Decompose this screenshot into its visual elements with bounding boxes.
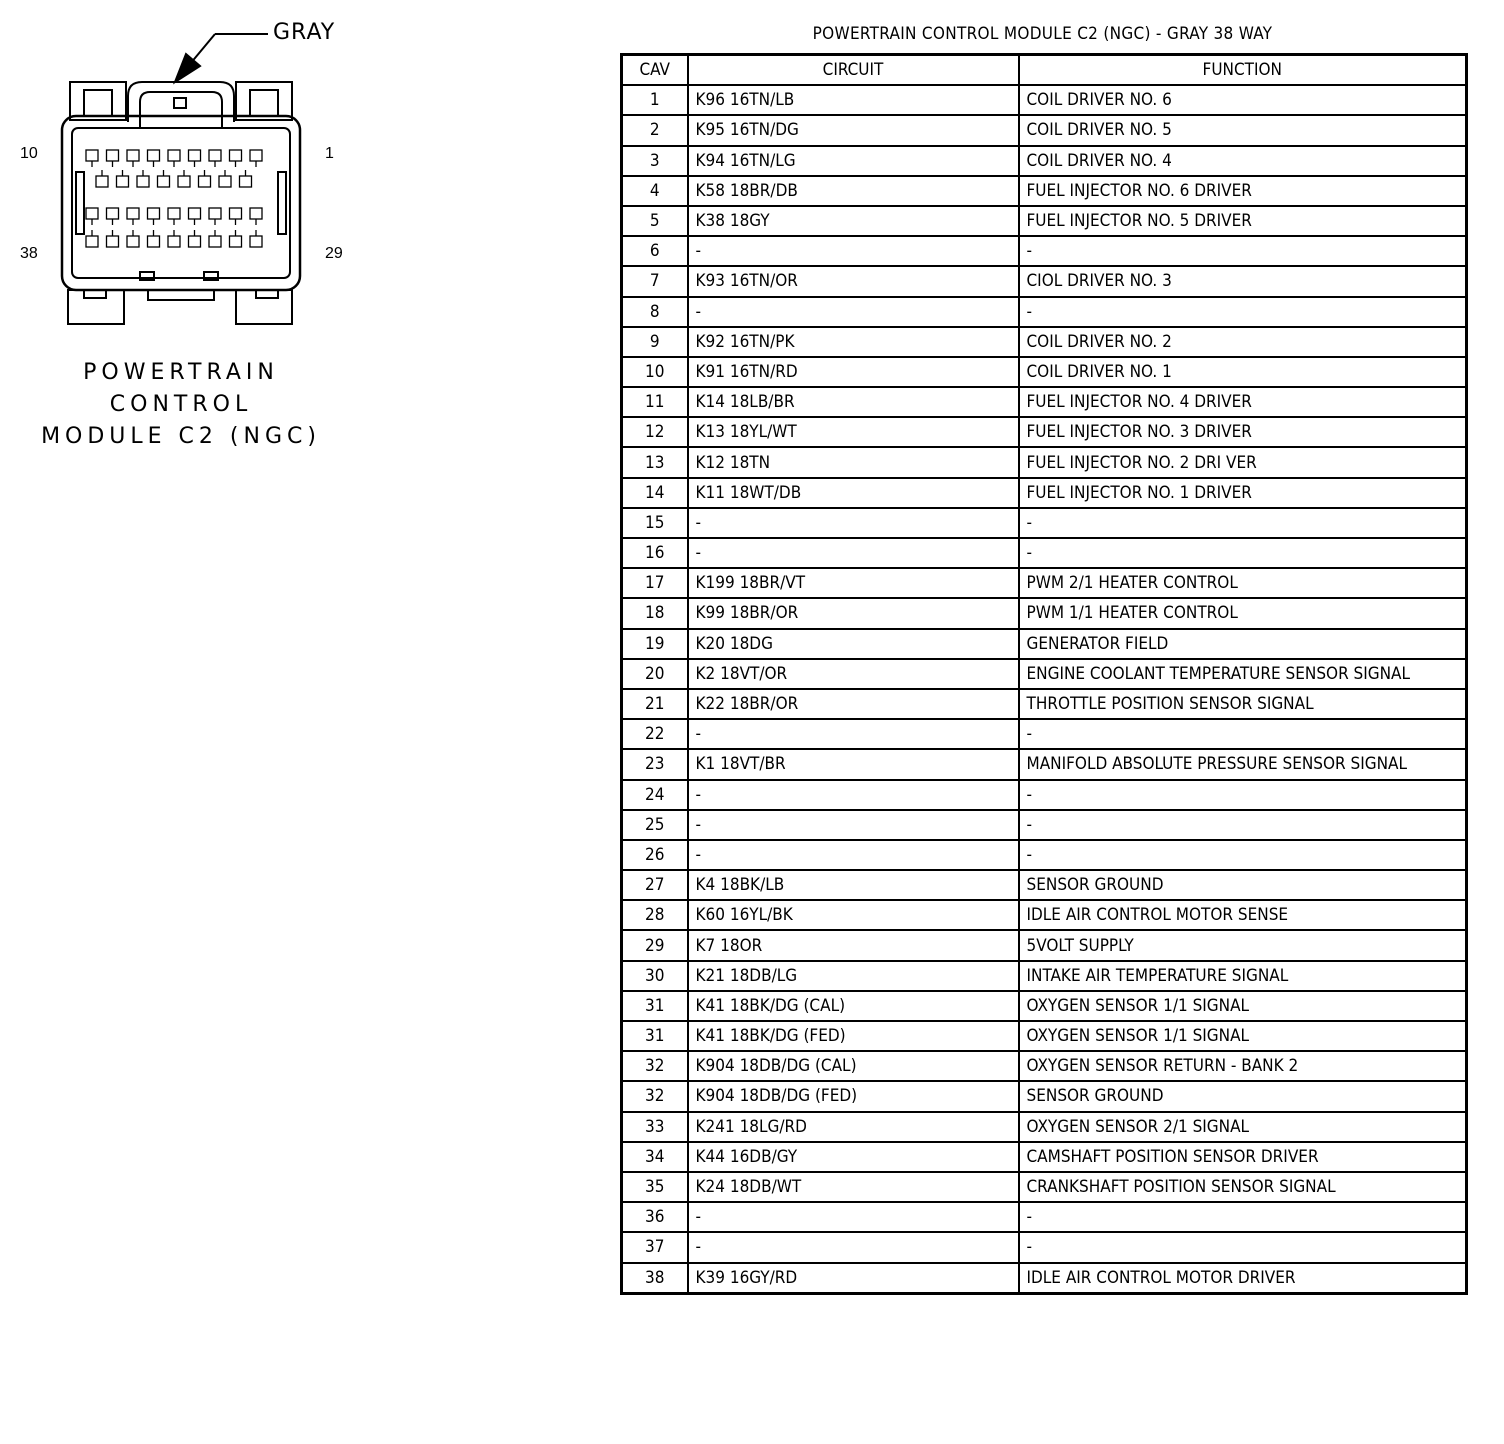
- connector-name-line-1: POWERTRAIN: [83, 360, 279, 385]
- circuit-cell: K92 16TN/PK: [688, 327, 1019, 357]
- cav-cell: 18: [622, 598, 688, 628]
- circuit-cell: K11 18WT/DB: [688, 478, 1019, 508]
- bottom-right-latch: [236, 290, 292, 324]
- function-cell: -: [1019, 1202, 1467, 1232]
- function-cell: IDLE AIR CONTROL MOTOR DRIVER: [1019, 1263, 1467, 1294]
- top-left-latch: [70, 82, 126, 120]
- cav-cell: 6: [622, 236, 688, 266]
- cav-cell: 3: [622, 146, 688, 176]
- circuit-cell: K41 18BK/DG (FED): [688, 1021, 1019, 1051]
- table-row: [622, 568, 1467, 598]
- table-row: [622, 146, 1467, 176]
- circuit-cell: K95 16TN/DG: [688, 115, 1019, 145]
- cav-cell: 24: [622, 780, 688, 810]
- table-row: [622, 1081, 1467, 1111]
- circuit-cell: K58 18BR/DB: [688, 176, 1019, 206]
- table-row: [622, 840, 1467, 870]
- circuit-cell: K22 18BR/OR: [688, 689, 1019, 719]
- table-row: [622, 357, 1467, 387]
- header-cav: CAV: [622, 55, 688, 86]
- cav-cell: 37: [622, 1232, 688, 1262]
- table-row: [622, 900, 1467, 930]
- pin-cavity: [250, 150, 262, 161]
- cav-cell: 32: [622, 1081, 688, 1111]
- connector-name-line-3: MODULE C2 (NGC): [41, 424, 321, 449]
- function-cell: THROTTLE POSITION SENSOR SIGNAL: [1019, 689, 1467, 719]
- table-row: [622, 115, 1467, 145]
- pin-cavity: [199, 176, 211, 187]
- pin-cavity: [158, 176, 170, 187]
- function-cell: OXYGEN SENSOR 1/1 SIGNAL: [1019, 1021, 1467, 1051]
- cav-cell: 26: [622, 840, 688, 870]
- function-cell: FUEL INJECTOR NO. 6 DRIVER: [1019, 176, 1467, 206]
- table-row: [622, 1172, 1467, 1202]
- circuit-cell: K38 18GY: [688, 206, 1019, 236]
- function-cell: COIL DRIVER NO. 4: [1019, 146, 1467, 176]
- cav-cell: 38: [622, 1263, 688, 1294]
- pin-label-38: 38: [20, 245, 38, 262]
- cav-cell: 34: [622, 1142, 688, 1172]
- circuit-cell: K1 18VT/BR: [688, 749, 1019, 779]
- pin-cavity: [127, 208, 139, 219]
- cav-cell: 8: [622, 297, 688, 327]
- pin-cavity: [209, 208, 221, 219]
- connector-body: [62, 116, 300, 290]
- cav-cell: 2: [622, 115, 688, 145]
- table-row: [622, 1142, 1467, 1172]
- function-cell: -: [1019, 508, 1467, 538]
- table-row: [622, 387, 1467, 417]
- cav-cell: 12: [622, 417, 688, 447]
- circuit-cell: K2 18VT/OR: [688, 659, 1019, 689]
- function-cell: OXYGEN SENSOR RETURN - BANK 2: [1019, 1051, 1467, 1081]
- table-row: [622, 236, 1467, 266]
- table-row: [622, 447, 1467, 477]
- function-cell: CRANKSHAFT POSITION SENSOR SIGNAL: [1019, 1172, 1467, 1202]
- pin-cavity: [117, 176, 129, 187]
- function-cell: -: [1019, 719, 1467, 749]
- table-row: [622, 659, 1467, 689]
- cav-cell: 25: [622, 810, 688, 840]
- circuit-cell: -: [688, 236, 1019, 266]
- table-row: [622, 961, 1467, 991]
- pin-cavity: [127, 236, 139, 247]
- circuit-cell: -: [688, 508, 1019, 538]
- cav-cell: 35: [622, 1172, 688, 1202]
- cav-cell: 28: [622, 900, 688, 930]
- table-row: [622, 870, 1467, 900]
- cav-cell: 29: [622, 930, 688, 960]
- circuit-cell: K904 18DB/DG (FED): [688, 1081, 1019, 1111]
- function-cell: -: [1019, 1232, 1467, 1262]
- circuit-cell: -: [688, 1202, 1019, 1232]
- function-cell: OXYGEN SENSOR 2/1 SIGNAL: [1019, 1112, 1467, 1142]
- connector-name-line-2: CONTROL: [109, 392, 253, 417]
- function-cell: SENSOR GROUND: [1019, 1081, 1467, 1111]
- cav-cell: 16: [622, 538, 688, 568]
- cav-cell: 5: [622, 206, 688, 236]
- function-cell: COIL DRIVER NO. 2: [1019, 327, 1467, 357]
- function-cell: FUEL INJECTOR NO. 5 DRIVER: [1019, 206, 1467, 236]
- table-row: [622, 1202, 1467, 1232]
- table-row: [622, 991, 1467, 1021]
- circuit-cell: K39 16GY/RD: [688, 1263, 1019, 1294]
- pinout-table: [620, 53, 1468, 1295]
- pin-cavity: [107, 236, 119, 247]
- cav-cell: 31: [622, 1021, 688, 1051]
- table-row: [622, 327, 1467, 357]
- cav-cell: 13: [622, 447, 688, 477]
- cav-cell: 33: [622, 1112, 688, 1142]
- table-row: [622, 1232, 1467, 1262]
- cav-cell: 17: [622, 568, 688, 598]
- pin-cavity: [209, 150, 221, 161]
- circuit-cell: -: [688, 840, 1019, 870]
- function-cell: -: [1019, 297, 1467, 327]
- table-row: [622, 176, 1467, 206]
- cav-cell: 27: [622, 870, 688, 900]
- circuit-cell: K94 16TN/LG: [688, 146, 1019, 176]
- function-cell: CIOL DRIVER NO. 3: [1019, 266, 1467, 296]
- pin-cavity: [168, 236, 180, 247]
- function-cell: SENSOR GROUND: [1019, 870, 1467, 900]
- circuit-cell: K20 18DG: [688, 629, 1019, 659]
- function-cell: 5VOLT SUPPLY: [1019, 930, 1467, 960]
- function-cell: COIL DRIVER NO. 6: [1019, 85, 1467, 115]
- pin-cavity: [86, 236, 98, 247]
- cav-cell: 9: [622, 327, 688, 357]
- circuit-cell: K904 18DB/DG (CAL): [688, 1051, 1019, 1081]
- table-title: POWERTRAIN CONTROL MODULE C2 (NGC) - GRAY 38 WAY: [812, 24, 1273, 44]
- circuit-cell: K99 18BR/OR: [688, 598, 1019, 628]
- function-cell: FUEL INJECTOR NO. 1 DRIVER: [1019, 478, 1467, 508]
- circuit-cell: -: [688, 810, 1019, 840]
- function-cell: -: [1019, 538, 1467, 568]
- table-row: [622, 810, 1467, 840]
- cav-cell: 21: [622, 689, 688, 719]
- circuit-cell: -: [688, 297, 1019, 327]
- cav-cell: 20: [622, 659, 688, 689]
- function-cell: INTAKE AIR TEMPERATURE SIGNAL: [1019, 961, 1467, 991]
- table-row: [622, 1021, 1467, 1051]
- pin-grid: [86, 150, 262, 247]
- pin-cavity: [230, 208, 242, 219]
- pin-cavity: [127, 150, 139, 161]
- function-cell: IDLE AIR CONTROL MOTOR SENSE: [1019, 900, 1467, 930]
- function-cell: -: [1019, 236, 1467, 266]
- function-cell: -: [1019, 840, 1467, 870]
- pin-cavity: [137, 176, 149, 187]
- circuit-cell: K14 18LB/BR: [688, 387, 1019, 417]
- table-row: [622, 478, 1467, 508]
- pin-cavity: [148, 150, 160, 161]
- circuit-cell: K13 18YL/WT: [688, 417, 1019, 447]
- pin-cavity: [219, 176, 231, 187]
- table-row: [622, 417, 1467, 447]
- table-row: [622, 719, 1467, 749]
- cav-cell: 30: [622, 961, 688, 991]
- pin-cavity: [178, 176, 190, 187]
- circuit-cell: K93 16TN/OR: [688, 266, 1019, 296]
- cav-cell: 36: [622, 1202, 688, 1232]
- function-cell: PWM 1/1 HEATER CONTROL: [1019, 598, 1467, 628]
- pointer-arrow-icon: [175, 54, 200, 82]
- circuit-cell: K12 18TN: [688, 447, 1019, 477]
- pin-cavity: [230, 150, 242, 161]
- table-row: [622, 508, 1467, 538]
- cav-cell: 14: [622, 478, 688, 508]
- table-header-row: [622, 55, 1467, 86]
- pin-cavity: [250, 236, 262, 247]
- pin-cavity: [230, 236, 242, 247]
- function-cell: MANIFOLD ABSOLUTE PRESSURE SENSOR SIGNAL: [1019, 749, 1467, 779]
- table-row: [622, 85, 1467, 115]
- table-row: [622, 206, 1467, 236]
- top-right-latch: [236, 82, 292, 120]
- function-cell: COIL DRIVER NO. 1: [1019, 357, 1467, 387]
- circuit-cell: K24 18DB/WT: [688, 1172, 1019, 1202]
- pin-cavity: [168, 208, 180, 219]
- header-function: FUNCTION: [1019, 55, 1467, 86]
- circuit-cell: K7 18OR: [688, 930, 1019, 960]
- function-cell: COIL DRIVER NO. 5: [1019, 115, 1467, 145]
- circuit-cell: K241 18LG/RD: [688, 1112, 1019, 1142]
- pin-cavity: [189, 208, 201, 219]
- pin-cavity: [148, 236, 160, 247]
- cav-cell: 11: [622, 387, 688, 417]
- cav-cell: 31: [622, 991, 688, 1021]
- table-row: [622, 1051, 1467, 1081]
- pin-cavity: [86, 208, 98, 219]
- cav-cell: 1: [622, 85, 688, 115]
- circuit-cell: K199 18BR/VT: [688, 568, 1019, 598]
- cav-cell: 22: [622, 719, 688, 749]
- function-cell: CAMSHAFT POSITION SENSOR DRIVER: [1019, 1142, 1467, 1172]
- pin-cavity: [240, 176, 252, 187]
- circuit-cell: -: [688, 538, 1019, 568]
- function-cell: FUEL INJECTOR NO. 3 DRIVER: [1019, 417, 1467, 447]
- cav-cell: 10: [622, 357, 688, 387]
- circuit-cell: K44 16DB/GY: [688, 1142, 1019, 1172]
- function-cell: ENGINE COOLANT TEMPERATURE SENSOR SIGNAL: [1019, 659, 1467, 689]
- circuit-cell: K96 16TN/LB: [688, 85, 1019, 115]
- header-circuit: CIRCUIT: [688, 55, 1019, 86]
- pin-cavity: [107, 208, 119, 219]
- circuit-cell: K21 18DB/LG: [688, 961, 1019, 991]
- circuit-cell: K91 16TN/RD: [688, 357, 1019, 387]
- circuit-cell: -: [688, 1232, 1019, 1262]
- circuit-cell: K60 16YL/BK: [688, 900, 1019, 930]
- circuit-cell: K4 18BK/LB: [688, 870, 1019, 900]
- table-row: [622, 689, 1467, 719]
- table-row: [622, 266, 1467, 296]
- pin-cavity: [86, 150, 98, 161]
- pin-label-1: 1: [325, 145, 334, 162]
- pin-cavity: [189, 236, 201, 247]
- table-row: [622, 538, 1467, 568]
- pin-cavity: [96, 176, 108, 187]
- circuit-cell: -: [688, 780, 1019, 810]
- pin-cavity: [148, 208, 160, 219]
- table-row: [622, 749, 1467, 779]
- function-cell: PWM 2/1 HEATER CONTROL: [1019, 568, 1467, 598]
- cav-cell: 23: [622, 749, 688, 779]
- function-cell: FUEL INJECTOR NO. 2 DRI VER: [1019, 447, 1467, 477]
- cav-cell: 15: [622, 508, 688, 538]
- function-cell: GENERATOR FIELD: [1019, 629, 1467, 659]
- table-row: [622, 930, 1467, 960]
- table-row: [622, 1263, 1467, 1294]
- circuit-cell: -: [688, 719, 1019, 749]
- function-cell: -: [1019, 780, 1467, 810]
- pin-label-10: 10: [20, 145, 38, 162]
- pin-cavity: [189, 150, 201, 161]
- pin-cavity: [168, 150, 180, 161]
- pin-cavity: [250, 208, 262, 219]
- connector-color-label: GRAY: [273, 20, 336, 45]
- function-cell: FUEL INJECTOR NO. 4 DRIVER: [1019, 387, 1467, 417]
- table-row: [622, 629, 1467, 659]
- connector-diagram: [0, 0, 360, 340]
- table-row: [622, 780, 1467, 810]
- table-row: [622, 598, 1467, 628]
- cav-cell: 7: [622, 266, 688, 296]
- pin-cavity: [209, 236, 221, 247]
- cav-cell: 19: [622, 629, 688, 659]
- cav-cell: 32: [622, 1051, 688, 1081]
- table-row: [622, 1112, 1467, 1142]
- circuit-cell: K41 18BK/DG (CAL): [688, 991, 1019, 1021]
- function-cell: -: [1019, 810, 1467, 840]
- function-cell: OXYGEN SENSOR 1/1 SIGNAL: [1019, 991, 1467, 1021]
- pin-label-29: 29: [325, 245, 343, 262]
- pin-cavity: [107, 150, 119, 161]
- cav-cell: 4: [622, 176, 688, 206]
- bottom-left-latch: [68, 290, 124, 324]
- table-row: [622, 297, 1467, 327]
- bottom-key: [148, 290, 214, 300]
